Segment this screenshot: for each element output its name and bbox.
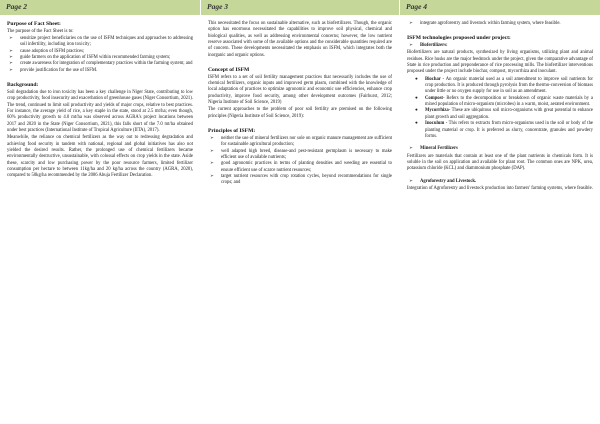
list-item: ➢ sensitize project beneficiaries on the use of ISFM techniques and approaches to addressing soil infertility, including iron toxicity;	[9, 36, 193, 48]
concept-heading: Concept of ISFM	[208, 67, 250, 74]
list-item: ➢ guide farmers on the application of ISFM within recommended farming system;	[9, 55, 171, 61]
agroforestry-heading: Agroforestry and Livestock.	[420, 178, 477, 184]
arrow-bullet-icon: ➢	[210, 135, 214, 141]
list-item: ● Biochar - An organic material used as a soil amendment to improve soil nutrients for crop production. It is produced through pyrolysis from the thermo-conversion of biomass under little or no oxygen supply for use in soil as an amendment.	[415, 76, 593, 95]
list-item: ➢ cause adoption of ISFM practices;	[9, 48, 85, 54]
agroforestry-section	[407, 179, 593, 185]
page-4-column	[400, 0, 600, 424]
bullet-dot-icon: ●	[415, 121, 418, 127]
background-heading: Background:	[7, 82, 39, 89]
biofertilizers-heading: Biofertilizers:	[420, 43, 448, 49]
arrow-bullet-icon: ➢	[409, 21, 413, 26]
arrow-bullet-icon: ➢	[210, 148, 214, 154]
list-item: ● Mycorrhiza- These are ubiquitous soil micro-organisms with great potential to enhance plant growth and soil aggregation.	[415, 108, 593, 120]
purpose-list	[7, 36, 193, 74]
arrow-bullet-icon: ➢	[210, 173, 214, 179]
intro-paragraph: This necessitated the focus on sustainable alternative, such as biofertilizers. Though, the organic option has enormous necessitated the capabilities to improve soil physical, chemical and biological qualities, as well as addressing environmental concerns; however, the low nutrient reserve associated with some of the available options and the considerable quantities required are of concern. These developments necessitated the emphasis on ISFM, which integrates both the inorganic and organic options.	[208, 21, 392, 58]
principles-list-continued	[407, 21, 593, 27]
bullet-dot-icon: ●	[415, 76, 418, 82]
arrow-bullet-icon: ➢	[409, 178, 413, 184]
mineral-section	[407, 146, 593, 152]
principles-list	[208, 136, 392, 187]
list-item: ➢ target nutrient resources with crop rotation cycles, beyond recommendations for single crops; and	[210, 173, 392, 186]
page-3-header: Page 3	[201, 0, 399, 15]
bullet-dot-icon: ●	[415, 95, 418, 101]
list-item	[407, 146, 593, 152]
list-item: ● Compost- Refers to the decomposition or breakdown of organic waste materials by a mixed population of micro-organism (microbes) in a warm, moist, aerated environment.	[415, 95, 593, 108]
list-item: ➢ good agronomic practices in terms of planting densities and weeding are essential to ensure efficient use of scarce nutrient resources;	[210, 161, 392, 173]
arrow-bullet-icon: ➢	[9, 67, 13, 73]
list-item: ➢ provide justification for the use of ISFM.	[9, 67, 98, 73]
biofertilizers-paragraph: Biofertilizers are natural products, synthesized by living organisms, utilizing plant and animal residues. Rice husks are the major feedstock under the project, given the comparative advantage of State in rice production and preponderance of rice processing mills. The biofertilizer interventions proposed under the project include biochar, compost, mycorrhiza and inoculant.	[407, 50, 593, 75]
list-item: ➢ well adapted high breed, disease-and pest-resistant germplasm is necessary to make efficient use of available nutrients;	[210, 148, 392, 160]
page-2-header: Page 2	[0, 0, 200, 15]
mineral-paragraph: Fertilizers are materials that contain at least one of the plant nutrients in chemicals form. It is soluble in the soil on application and available for plant root. The common ones are NPK, urea, potassium chloride (KCL) and diammonium phosphate (DAP).	[407, 153, 593, 172]
technologies-heading: ISFM technologies proposed under project:	[407, 35, 511, 42]
bullet-dot-icon: ●	[415, 108, 418, 114]
arrow-bullet-icon: ➢	[409, 146, 413, 152]
list-item	[407, 179, 593, 185]
background-paragraph-1: Soil degradation due to iron toxicity has been a key challenge in Niger State, contributing to low crop productivity, food insecurity and exacerbation of greenhouse gases (Niger Consortium, 2021). The trend, continued to limit soil productivity and yields of major crops, relative to best practices. For instance, the average yield of rice, a key staple in the state, stood at 2.5 mt/ha; even though, 60% productivity growth to 4.0 mt/ha was observed across AGRA's project locations between 2017 and 2020 in the State (Niger Consortium, 2021), this falls short of the 7.0 mt/ha obtained under best practices (International Institute of Tropical Agriculture (IITA), 2017).	[7, 89, 193, 133]
purpose-intro: The purpose of the Fact Sheet is to:	[7, 28, 74, 34]
list-item: ➢ integrate agroforestry and livestock within farming system, where feasible.	[409, 21, 561, 26]
list-item: ➢ create awareness for integration of complementary practices within the farming system; and	[9, 61, 193, 67]
list-item: ● Inoculum - This refers to extracts from micro-organisms used in the soil or body of the planting material or crop. It is preferred as slurry, concentrate, granules and powdery forms.	[415, 121, 593, 139]
arrow-bullet-icon: ➢	[9, 61, 13, 67]
concept-paragraph-1: ISFM refers to a set of soil fertility management practices that necessarily includes the use of chemical fertilizers, organic inputs and improved germ plasm, combined with the knowledge of local adaptation of practices to optimize agronomic and economic use efficiencies, enhance crop productivity, improve food security, among other development outcomes (Fairhurst, 2012; Nigeria Institute of Soil Science, 2019)	[208, 74, 392, 106]
biofertilizer-section	[407, 43, 593, 49]
background-paragraph-2: Meanwhile, the reliance on chemical fertilizers as the way out to redressing degradation and achieving food security in tandem with national, regional and global initiatives has also not yielded the desired results. Rather, the prolonged use of chemical fertilizers became environmentally destructive, unsustainable, with colossal effects on crop yields in the state. Aside these, scarcity and low purchasing power by the poor resource farmers, limited fertilizer consumption per hectare to between 11kg/ha and 20 kg/ha across the country (AGRA, 2020), compared to 50kg/ha recommended by the 2006 Abuja Fertilizer Declaration.	[7, 135, 193, 179]
arrow-bullet-icon: ➢	[9, 48, 13, 54]
mineral-heading: Mineral Fertilizers	[420, 146, 458, 152]
arrow-bullet-icon: ➢	[210, 161, 214, 167]
list-item: ➢ neither the use of mineral fertilizers nor sole on organic manure management are sufficient for sustainable agricultural production;	[210, 135, 392, 148]
arrow-bullet-icon: ➢	[9, 36, 13, 42]
list-item	[407, 43, 593, 49]
arrow-bullet-icon: ➢	[409, 43, 413, 49]
concept-paragraph-2: The current approaches to the problem of poor soil fertility are premised on the following principles (Nigeria Institute of Soil Science, 2019):	[208, 107, 392, 119]
arrow-bullet-icon: ➢	[9, 55, 13, 61]
page-4-header: Page 4	[400, 0, 600, 15]
agroforestry-paragraph: Integration of Agroforestry and livestock production into farmers' farming systems, where feasible.	[407, 185, 593, 191]
principles-heading: Principles of ISFM:	[208, 128, 256, 135]
page-3-column	[201, 0, 399, 424]
biofertilizer-list	[407, 77, 593, 140]
purpose-heading: Purpose of Fact Sheet:	[7, 21, 61, 27]
page-2-column	[0, 0, 200, 424]
